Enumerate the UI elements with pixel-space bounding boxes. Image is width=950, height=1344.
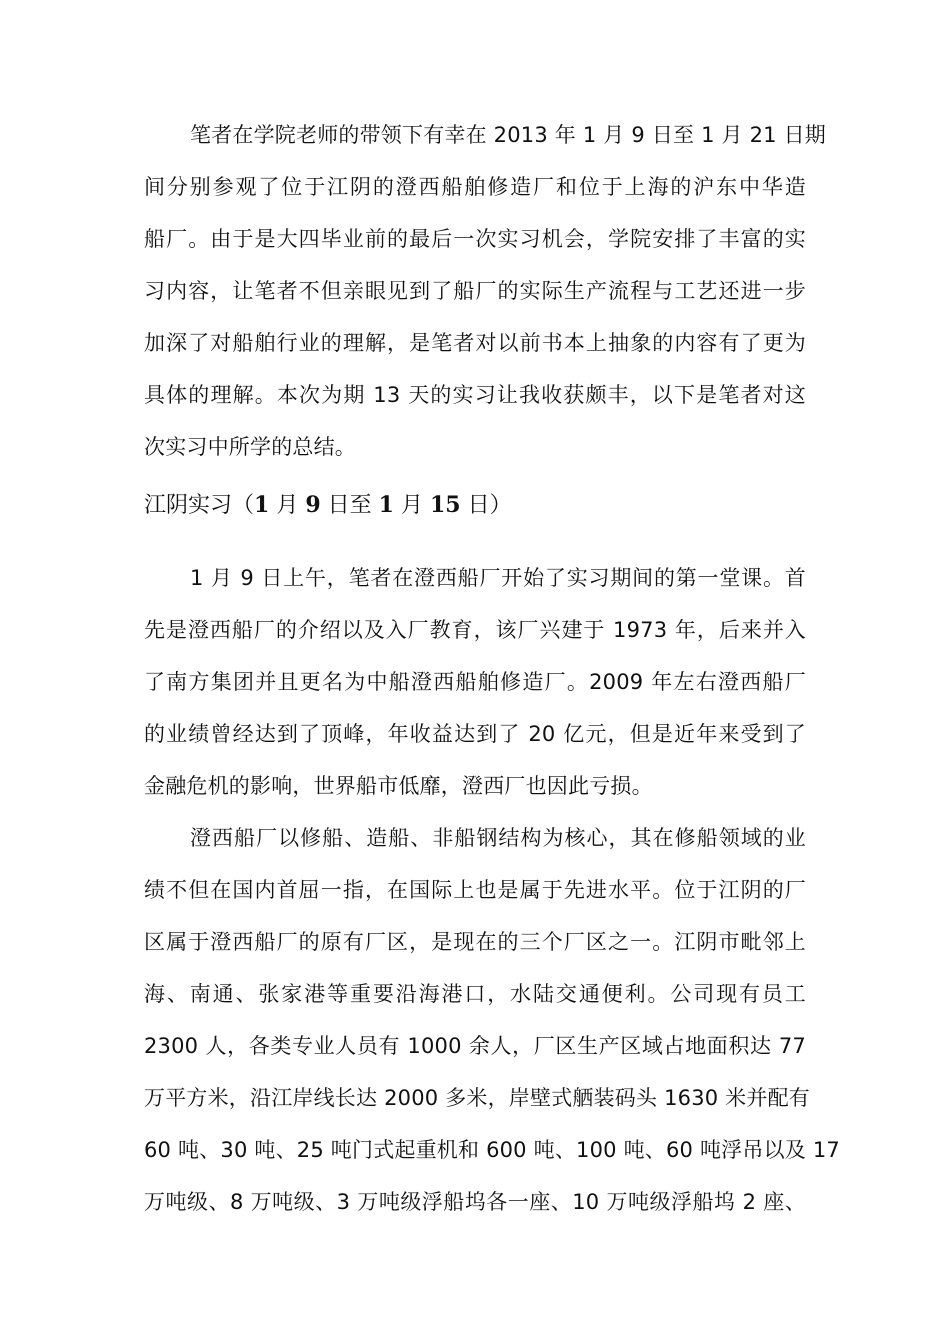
heading-text-1: 月 xyxy=(269,493,306,518)
heading-text-4: 日） xyxy=(460,493,512,518)
section-heading xyxy=(144,489,512,521)
heading-prefix: 江阴实习（ xyxy=(144,493,255,518)
para2-line-6: 万平方米，沿江岸线长达 2000 多米，岸壁式舾装码头 1630 米并配有 xyxy=(144,1086,810,1110)
para1-line-4: 的业绩曾经达到了顶峰，年收益达到了 20 亿元，但是近年来受到了 xyxy=(144,722,806,746)
heading-num-2: 9 xyxy=(305,492,321,518)
para2-line-1: 澄西船厂以修船、造船、非船钢结构为核心，其在修船领域的业 xyxy=(190,826,806,850)
intro-line-2: 间分别参观了位于江阴的澄西船舶修造厂和位于上海的沪东中华造 xyxy=(144,175,806,199)
heading-num-1: 1 xyxy=(254,492,270,518)
heading-num-4: 15 xyxy=(429,492,461,518)
para1-line-3: 了南方集团并且更名为中船澄西船舶修造厂。2009 年左右澄西船厂 xyxy=(144,670,806,694)
para2-line-2: 绩不但在国内首屈一指，在国际上也是属于先进水平。位于江阴的厂 xyxy=(144,878,806,902)
para2-line-3: 区属于澄西船厂的原有厂区，是现在的三个厂区之一。江阴市毗邻上 xyxy=(144,930,806,954)
heading-text-2: 日至 xyxy=(320,493,379,518)
para1-line-1: 1 月 9 日上午，笔者在澄西船厂开始了实习期间的第一堂课。首 xyxy=(190,566,806,590)
intro-line-7: 次实习中所学的总结。 xyxy=(144,435,356,459)
para2-line-5: 2300 人，各类专业人员有 1000 余人，厂区生产区域占地面积达 77 xyxy=(144,1034,806,1058)
para2-line-4: 海、南通、张家港等重要沿海港口，水陆交通便利。公司现有员工 xyxy=(144,982,806,1006)
intro-line-3: 船厂。由于是大四毕业前的最后一次实习机会，学院安排了丰富的实 xyxy=(144,227,806,251)
para1-line-5: 金融危机的影响，世界船市低靡，澄西厂也因此亏损。 xyxy=(144,774,653,798)
intro-line-5: 加深了对船舶行业的理解，是笔者对以前书本上抽象的内容有了更为 xyxy=(144,331,806,355)
intro-line-6: 具体的理解。本次为期 13 天的实习让我收获颇丰，以下是笔者对这 xyxy=(144,383,806,407)
intro-line-4: 习内容，让笔者不但亲眼见到了船厂的实际生产流程与工艺还进一步 xyxy=(144,279,806,303)
para2-line-7: 60 吨、30 吨、25 吨门式起重机和 600 吨、100 吨、60 吨浮吊以及 17 xyxy=(144,1138,840,1162)
intro-line-1: 笔者在学院老师的带领下有幸在 2013 年 1 月 9 日至 1 月 21 日期 xyxy=(190,123,826,147)
heading-text-3: 月 xyxy=(393,493,430,518)
para1-line-2: 先是澄西船厂的介绍以及入厂教育，该厂兴建于 1973 年，后来并入 xyxy=(144,618,806,642)
para2-line-8: 万吨级、8 万吨级、3 万吨级浮船坞各一座、10 万吨级浮船坞 2 座、 xyxy=(144,1190,806,1214)
heading-num-3: 1 xyxy=(378,492,394,518)
